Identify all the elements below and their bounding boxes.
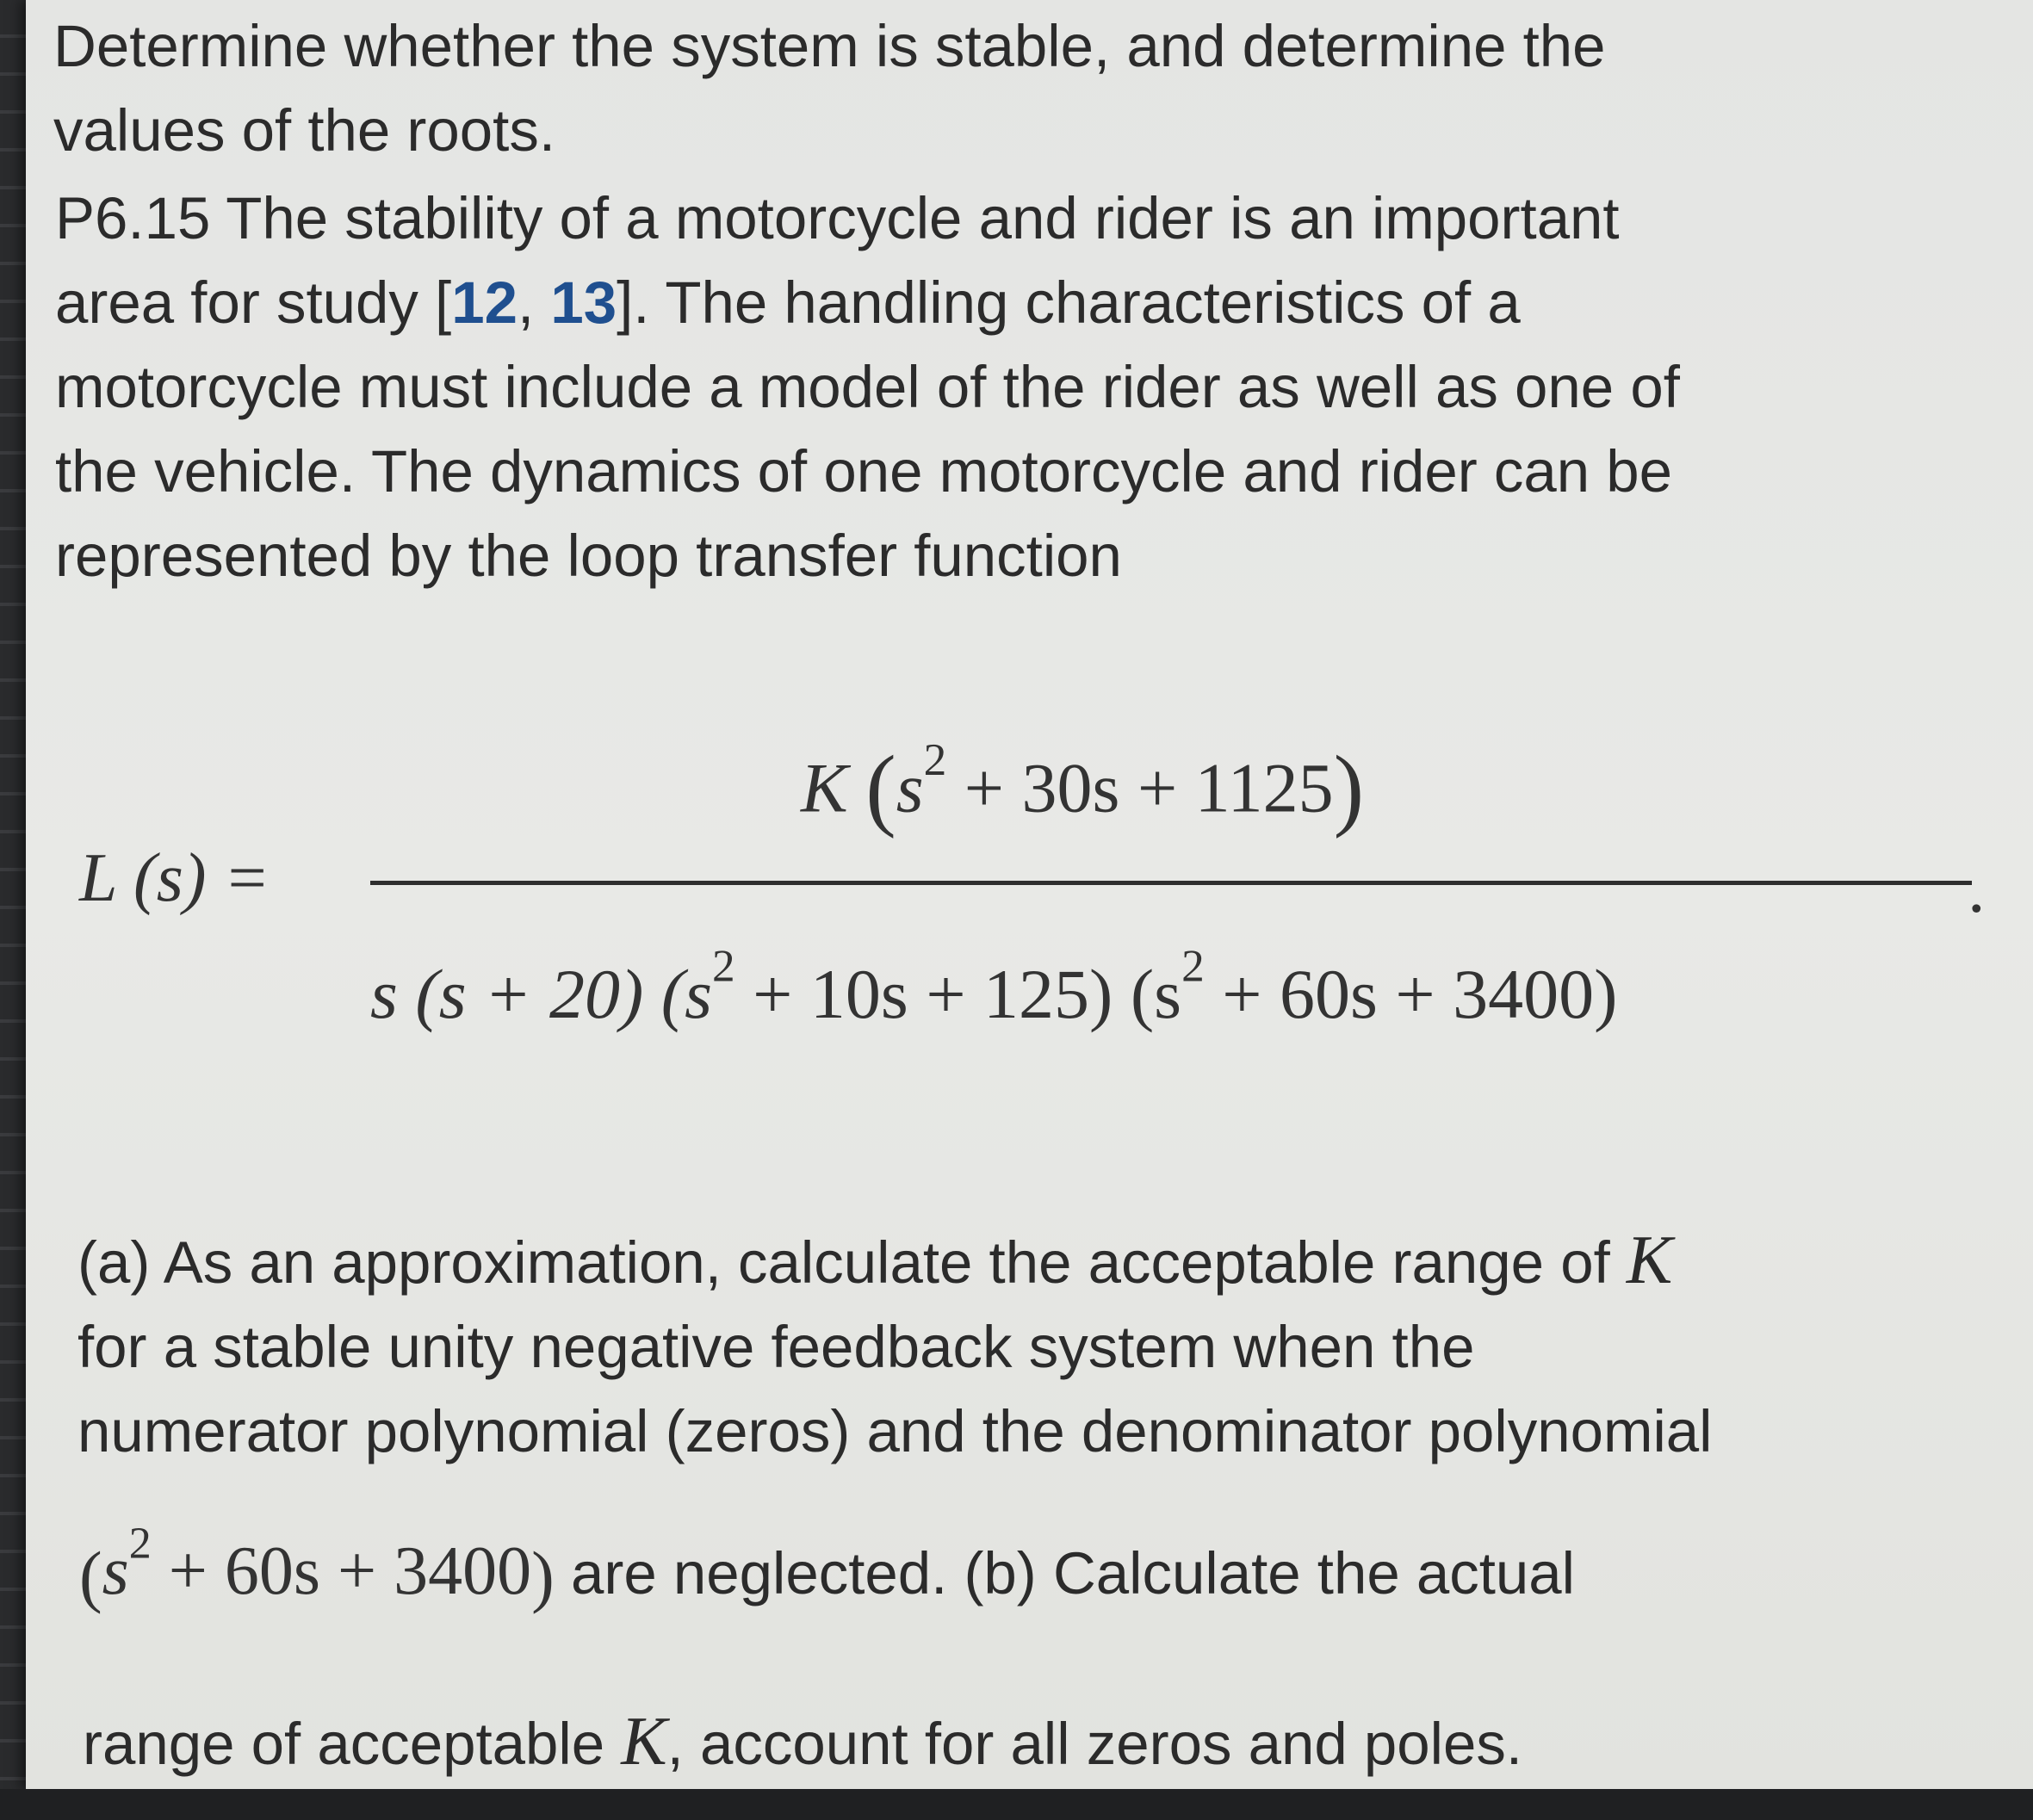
part-b-line-1: $(s^2 + 60s + 3400)$ are neglected. (b) Calculate the actual	[79, 1519, 1575, 1615]
problem-statement	[55, 176, 1680, 598]
part-a-text	[77, 1218, 1712, 1474]
screen-edge-left	[0, 0, 26, 1820]
equation-numerator: K $(s^2 + 30s + 1125)$	[801, 734, 1365, 839]
part-b-line-2: range of acceptable K, account for all zeros and poles.	[83, 1704, 1523, 1780]
equation-denominator: s (s + 20) $(s^2 + 10s + 125) (s^2 + 60s + 3400)$	[370, 940, 1618, 1033]
problem-line-1: P6.15 The stability of a motorcycle and rider is an important	[55, 185, 1620, 251]
screen-edge-bottom	[0, 1789, 2033, 1820]
problem-line-2: area for study [12, 13]. The handling characteristics of a	[55, 269, 1521, 336]
problem-line-5: represented by the loop transfer function	[55, 523, 1122, 589]
citation-link[interactable]: 12	[451, 269, 518, 336]
equation-period: .	[1968, 849, 1986, 927]
part-a-line-2: for a stable unity negative feedback system when the	[77, 1314, 1475, 1380]
citation-link[interactable]: 13	[550, 269, 617, 336]
part-a-line-3: numerator polynomial (zeros) and the denominator polynomial	[77, 1398, 1713, 1464]
intro-line-1: Determine whether the system is stable, and determine the	[53, 13, 1606, 79]
problem-line-3: motorcycle must include a model of the rider as well as one of	[55, 354, 1680, 420]
part-a-line-1: (a) As an approximation, calculate the acceptable range of K	[77, 1223, 1673, 1298]
intro-line-2: values of the roots.	[53, 97, 555, 164]
intro-text	[53, 4, 1606, 173]
fraction-bar	[370, 881, 1972, 885]
problem-line-4: the vehicle. The dynamics of one motorcycle and rider can be	[55, 438, 1673, 505]
equation-lhs: L (s) =	[79, 840, 270, 916]
problem-sheet	[26, 0, 2033, 1789]
